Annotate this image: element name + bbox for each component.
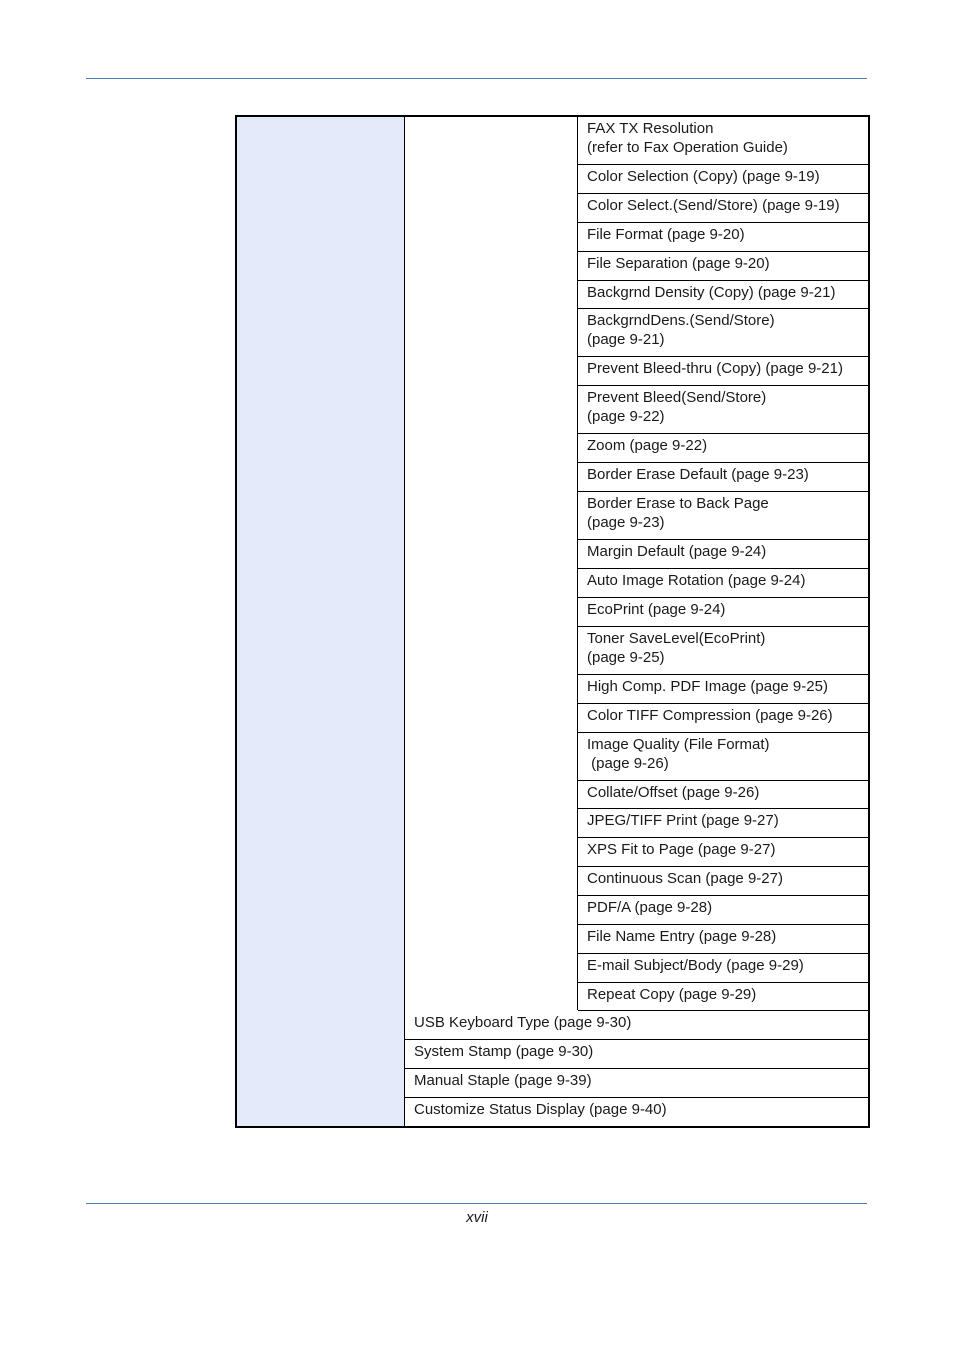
menu-item-manual-staple: Manual Staple (page 9-39) bbox=[405, 1069, 868, 1098]
submenu-item-color-tiff-compression: Color TIFF Compression (page 9-26) bbox=[578, 704, 868, 733]
submenu-item-margin-default: Margin Default (page 9-24) bbox=[578, 540, 868, 569]
submenu-item-file-format: File Format (page 9-20) bbox=[578, 223, 868, 252]
submenu-item-prevent-bleed-send-store: Prevent Bleed(Send/Store) (page 9-22) bbox=[578, 386, 868, 434]
submenu-item-repeat-copy: Repeat Copy (page 9-29) bbox=[578, 983, 868, 1011]
submenu-item-color-selection-copy: Color Selection (Copy) (page 9-19) bbox=[578, 165, 868, 194]
submenu-item-continuous-scan: Continuous Scan (page 9-27) bbox=[578, 867, 868, 896]
menu-item-customize-status-display: Customize Status Display (page 9-40) bbox=[414, 1101, 667, 1118]
submenu-item-email-subject-body: E-mail Subject/Body (page 9-29) bbox=[578, 954, 868, 983]
submenu-item-toner-savelevel: Toner SaveLevel(EcoPrint) (page 9-25) bbox=[578, 627, 868, 675]
submenu-item-image-quality-file-format: Image Quality (File Format) (page 9-26) bbox=[578, 733, 868, 781]
submenu-item-auto-image-rotation: Auto Image Rotation (page 9-24) bbox=[578, 569, 868, 598]
submenu-item-file-name-entry: File Name Entry (page 9-28) bbox=[578, 925, 868, 954]
submenu-item-xps-fit-to-page: XPS Fit to Page (page 9-27) bbox=[578, 838, 868, 867]
group-column bbox=[405, 117, 578, 1010]
page-number: xvii bbox=[466, 1209, 488, 1226]
submenu-item-color-select-send-store: Color Select.(Send/Store) (page 9-19) bbox=[578, 194, 868, 223]
submenu-item-high-comp-pdf-image: High Comp. PDF Image (page 9-25) bbox=[578, 675, 868, 704]
footer-rule bbox=[86, 1203, 867, 1204]
submenu-item-border-erase-to-back-page: Border Erase to Back Page (page 9-23) bbox=[578, 492, 868, 540]
submenu-item-ecoprint: EcoPrint (page 9-24) bbox=[578, 598, 868, 627]
menu-item-system-stamp: System Stamp (page 9-30) bbox=[405, 1040, 868, 1069]
submenu-item-border-erase-default: Border Erase Default (page 9-23) bbox=[578, 463, 868, 492]
submenu-item-backgrnd-density-copy: Backgrnd Density (Copy) (page 9-21) bbox=[578, 281, 868, 309]
submenu-item-jpeg-tiff-print: JPEG/TIFF Print (page 9-27) bbox=[578, 809, 868, 838]
menu-map-table bbox=[235, 115, 870, 1128]
submenu-item-collate-offset: Collate/Offset (page 9-26) bbox=[578, 781, 868, 809]
menu-item-usb-keyboard-type: USB Keyboard Type (page 9-30) bbox=[405, 1011, 868, 1040]
header-rule bbox=[86, 78, 867, 79]
submenu-item-pdf-a: PDF/A (page 9-28) bbox=[578, 896, 868, 925]
category-column bbox=[237, 117, 405, 1126]
submenu-item-backgrnd-dens-send-store: BackgrndDens.(Send/Store) (page 9-21) bbox=[578, 309, 868, 357]
submenu-item-zoom: Zoom (page 9-22) bbox=[578, 434, 868, 463]
submenu-item-file-separation: File Separation (page 9-20) bbox=[578, 252, 868, 281]
submenu-item-prevent-bleed-thru-copy: Prevent Bleed-thru (Copy) (page 9-21) bbox=[578, 357, 868, 386]
submenu-item-fax-tx-resolution: FAX TX Resolution (refer to Fax Operation Guide) bbox=[578, 117, 868, 165]
